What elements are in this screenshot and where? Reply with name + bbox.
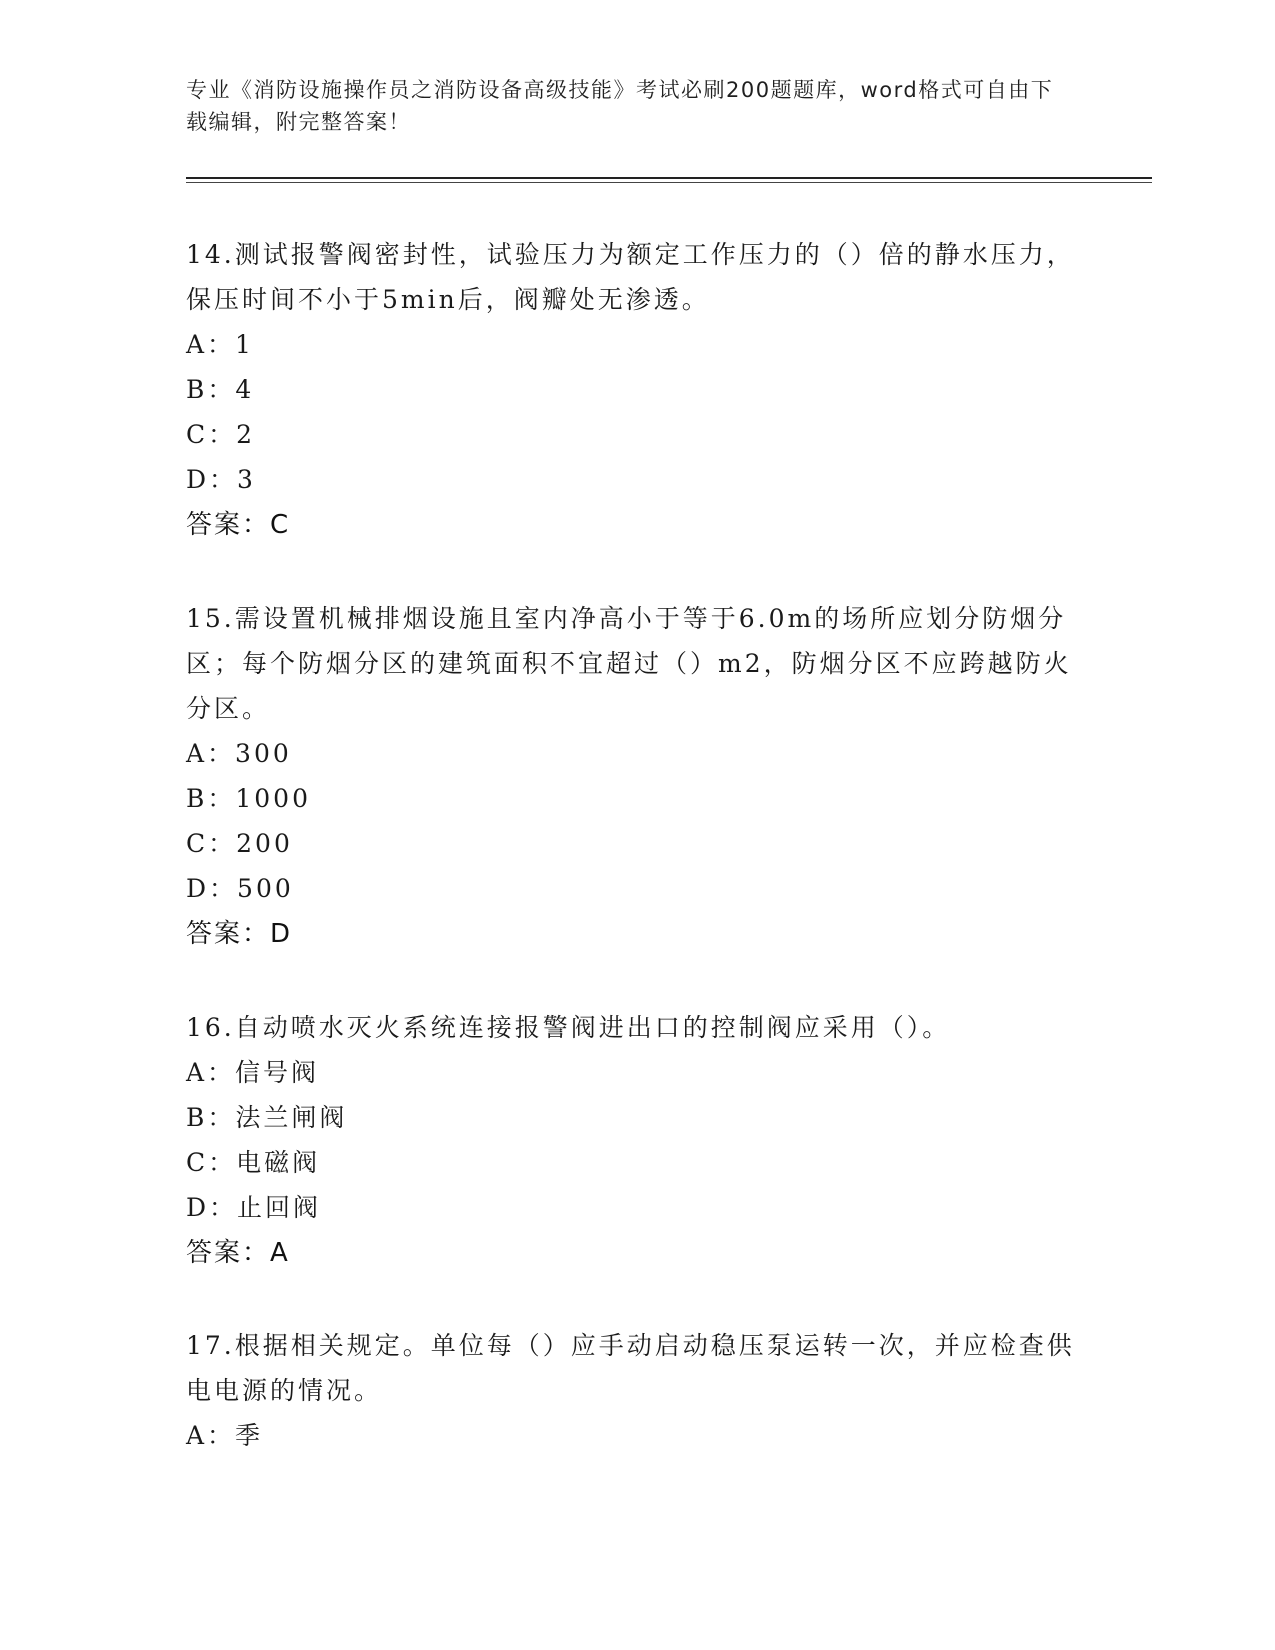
option-b: B：4 <box>186 375 255 404</box>
option-a: A：300 <box>186 739 292 768</box>
answer-label: 答案：C <box>186 510 291 540</box>
option-c: C：2 <box>186 420 256 449</box>
option-d: D：500 <box>186 874 294 903</box>
question-stem: 14.测试报警阀密封性，试验压力为额定工作压力的（）倍的静水压力，保压时间不小于5min后，阀瓣处无渗透。 <box>186 240 1075 314</box>
option-b: B：1000 <box>186 784 311 813</box>
option-a: A：1 <box>186 330 254 359</box>
question-15 <box>186 596 1086 957</box>
question-stem: 17.根据相关规定。单位每（）应手动启动稳压泵运转一次，并应检查供电电源的情况。 <box>186 1331 1075 1405</box>
document-header <box>186 74 1066 138</box>
answer-label: 答案：A <box>186 1238 290 1268</box>
option-a: A：信号阀 <box>186 1058 320 1087</box>
option-d: D：止回阀 <box>186 1193 322 1222</box>
question-16 <box>186 1005 1086 1276</box>
option-a: A：季 <box>186 1421 264 1450</box>
option-d: D：3 <box>186 465 256 494</box>
option-c: C：电磁阀 <box>186 1148 321 1177</box>
header-divider-thick <box>186 177 1152 179</box>
question-14 <box>186 232 1086 548</box>
option-c: C：200 <box>186 829 293 858</box>
question-17 <box>186 1323 1086 1458</box>
header-text: 专业《消防设施操作员之消防设备高级技能》考试必刷200题题库，word格式可自由下载编辑，附完整答案！ <box>186 78 1054 134</box>
question-stem: 16.自动喷水灭火系统连接报警阀进出口的控制阀应采用（）。 <box>186 1013 951 1042</box>
question-stem: 15.需设置机械排烟设施且室内净高小于等于6.0m的场所应划分防烟分区；每个防烟分区的建筑面积不宜超过（）m2，防烟分区不应跨越防火分区。 <box>186 604 1072 723</box>
option-b: B：法兰闸阀 <box>186 1103 348 1132</box>
header-divider-thin <box>186 182 1152 183</box>
answer-label: 答案：D <box>186 919 293 949</box>
